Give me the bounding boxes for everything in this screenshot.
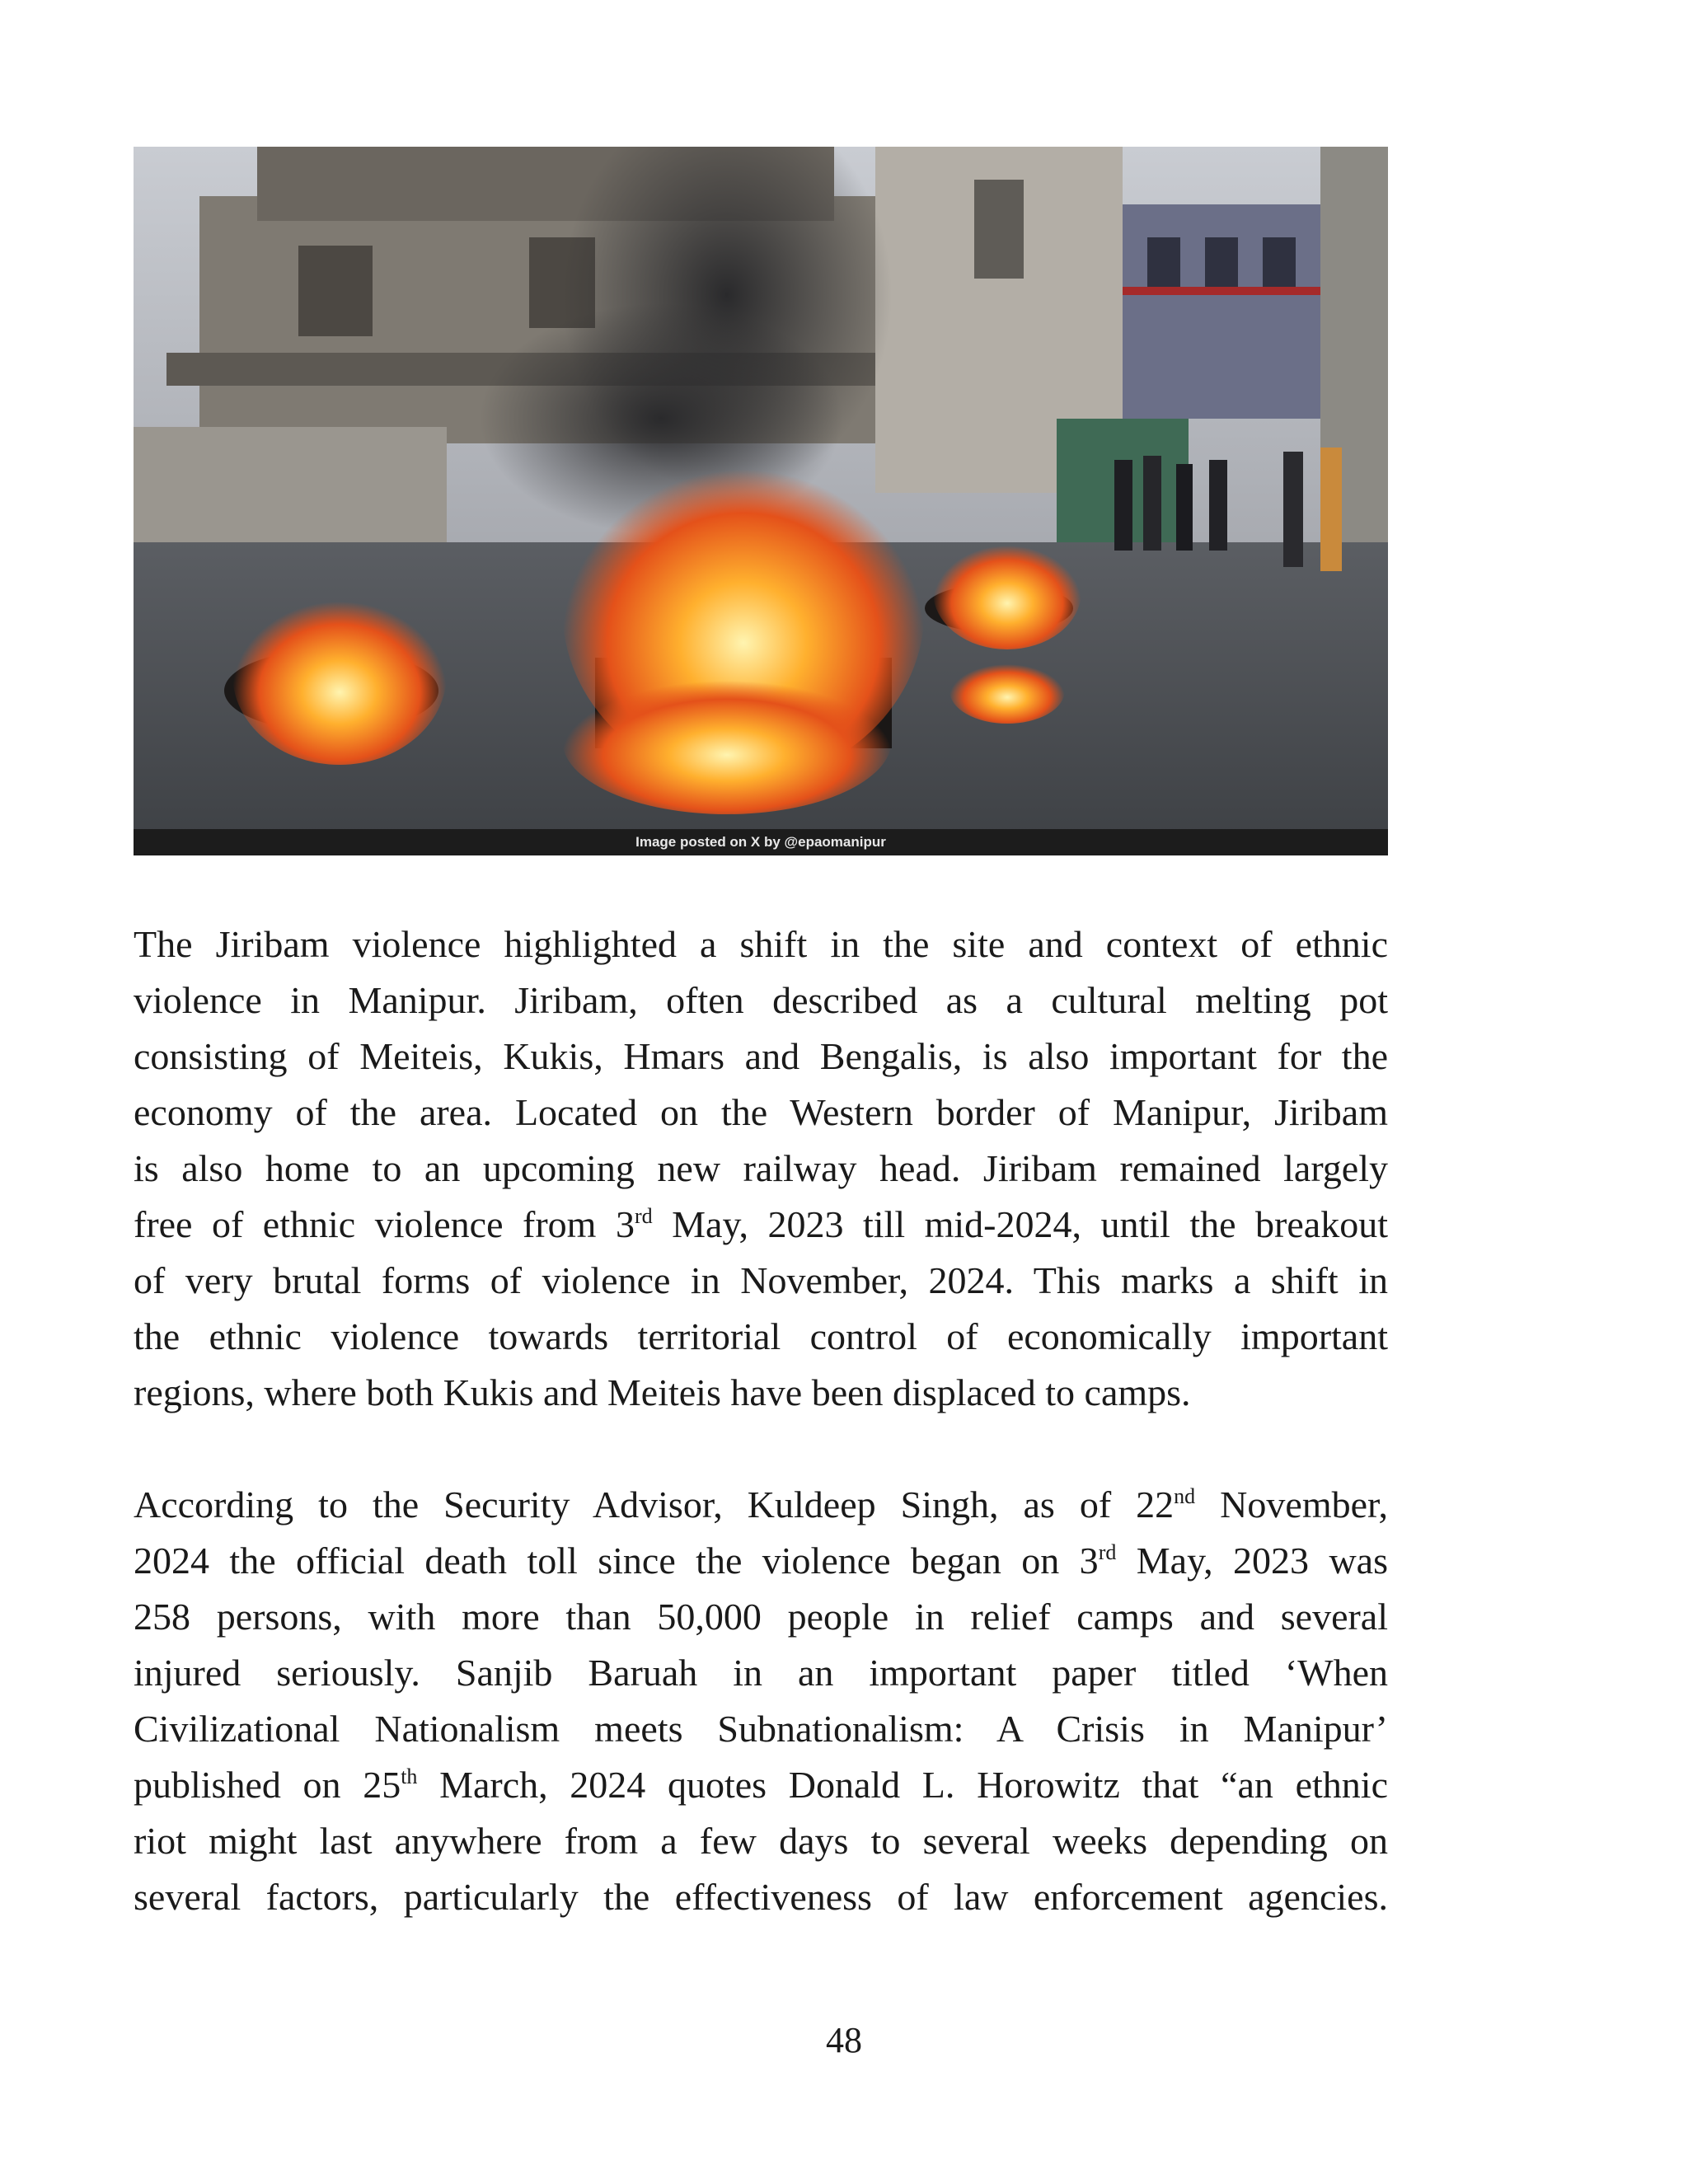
ordinal-suffix: rd — [1098, 1540, 1117, 1564]
text-line: the ethnic violence towards territorial control of economically important — [134, 1315, 1388, 1357]
text-line: several factors, particularly the effectiveness of law enforcement agencies. — [134, 1876, 1388, 1918]
text-segment: According to the Security Advisor, Kuldeep Singh, as of 22 — [134, 1483, 1175, 1526]
text-line: riot might last anywhere from a few days to several weeks depending on — [134, 1820, 1388, 1862]
body-paragraph-1 — [134, 916, 1388, 1421]
text-line — [134, 1477, 1388, 1533]
text-segment: published on 25 — [134, 1764, 401, 1806]
text-segment: March, 2024 quotes Donald L. Horowitz that “an ethnic — [417, 1764, 1388, 1806]
text-line: Civilizational Nationalism meets Subnationalism: A Crisis in Manipur’ — [134, 1708, 1388, 1750]
text-line — [134, 1197, 1388, 1253]
text-line — [134, 1533, 1388, 1589]
text-line: regions, where both Kukis and Meiteis have been displaced to camps. — [134, 1371, 1191, 1413]
image-credit-caption: Image posted on X by @epaomanipur — [134, 829, 1388, 855]
text-segment: free of ethnic violence from 3 — [134, 1203, 635, 1245]
text-segment: May, 2023 till mid-2024, until the breakout — [652, 1203, 1388, 1245]
burning-vehicles-image — [134, 147, 1388, 855]
text-line: violence in Manipur. Jiribam, often described as a cultural melting pot — [134, 979, 1388, 1021]
body-paragraph-2 — [134, 1477, 1388, 1925]
text-line: The Jiribam violence highlighted a shift in the site and context of ethnic — [134, 923, 1388, 965]
page-number: 48 — [826, 2020, 862, 2060]
text-line: is also home to an upcoming new railway head. Jiribam remained largely — [134, 1147, 1388, 1189]
text-segment: 2024 the official death toll since the violence began on 3 — [134, 1540, 1099, 1582]
text-line: 258 persons, with more than 50,000 people in relief camps and several — [134, 1596, 1388, 1638]
text-segment: November, — [1195, 1483, 1388, 1526]
text-segment: May, 2023 was — [1116, 1540, 1388, 1582]
text-line: economy of the area. Located on the Western border of Manipur, Jiribam — [134, 1091, 1388, 1133]
text-line — [134, 1757, 1388, 1813]
text-line: injured seriously. Sanjib Baruah in an important paper titled ‘When — [134, 1652, 1388, 1694]
text-line: consisting of Meiteis, Kukis, Hmars and Bengalis, is also important for the — [134, 1035, 1388, 1077]
text-line: of very brutal forms of violence in November, 2024. This marks a shift in — [134, 1259, 1388, 1301]
ordinal-suffix: nd — [1174, 1484, 1196, 1508]
news-photo — [134, 147, 1388, 855]
ordinal-suffix: rd — [634, 1204, 653, 1228]
ordinal-suffix: th — [401, 1765, 418, 1788]
